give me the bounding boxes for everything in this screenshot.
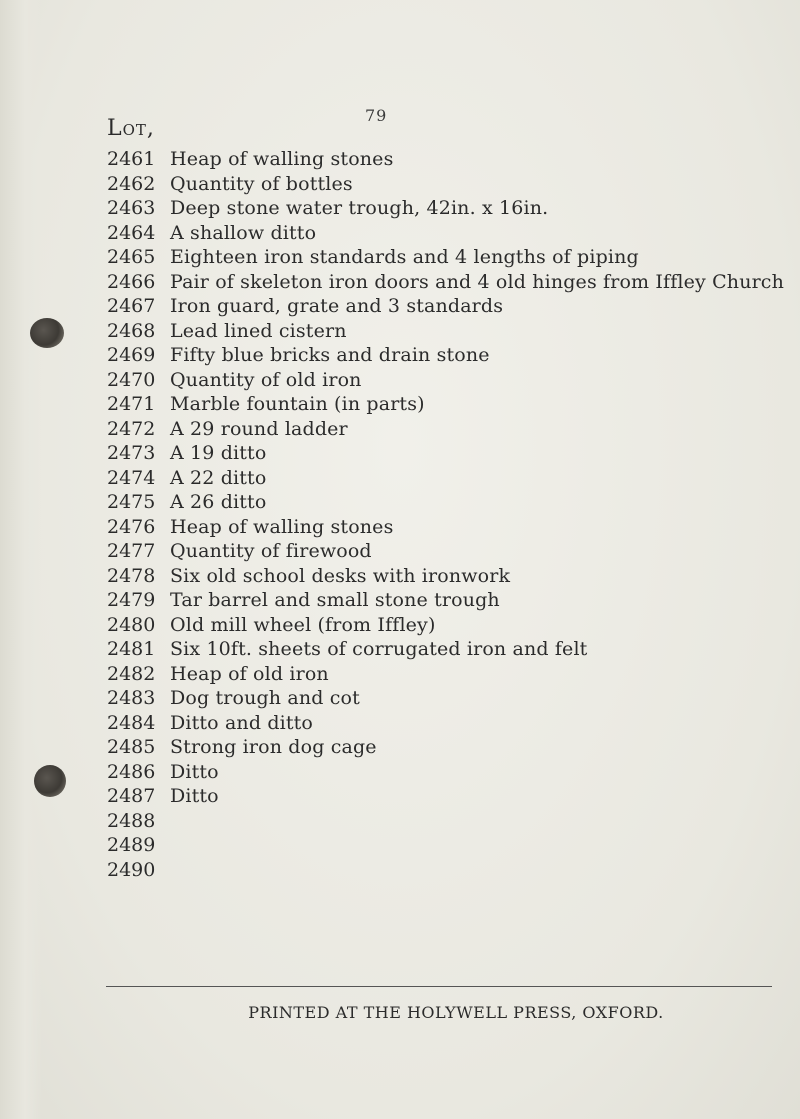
lot-number: 2483 <box>107 687 156 709</box>
page-number: 79 <box>365 106 388 125</box>
lot-number: 2472 <box>107 417 156 440</box>
lot-number: 2466 <box>107 270 156 293</box>
lot-row <box>107 344 787 369</box>
lot-description: A 22 ditto <box>170 466 267 489</box>
lot-description: Heap of walling stones <box>170 515 394 538</box>
lot-row <box>107 589 787 614</box>
lot-number: 2470 <box>107 368 156 391</box>
lot-description: Ditto and ditto <box>170 711 314 734</box>
lot-row <box>107 222 787 247</box>
lot-row <box>107 810 787 835</box>
lot-number: 2488 <box>107 809 156 832</box>
lot-description: A shallow ditto <box>170 221 317 244</box>
lot-number: 2467 <box>107 295 156 317</box>
lot-row <box>107 173 787 198</box>
lot-row <box>107 565 787 590</box>
lot-row <box>107 295 787 320</box>
lot-row <box>107 663 787 688</box>
lot-row <box>107 197 787 222</box>
lot-description: Quantity of firewood <box>170 540 372 562</box>
lot-description: Fifty blue bricks and drain stone <box>170 344 490 366</box>
lot-number: 2468 <box>107 319 156 342</box>
printer-imprint <box>0 1003 800 1022</box>
lot-description: Strong iron dog cage <box>170 736 377 758</box>
lot-description: Quantity of old iron <box>170 368 362 391</box>
lot-description: Six 10ft. sheets of corrugated iron and felt <box>170 638 588 660</box>
lot-number: 2463 <box>107 197 156 219</box>
lot-row <box>107 736 787 761</box>
lot-row <box>107 614 787 639</box>
lot-number: 2487 <box>107 785 156 807</box>
lot-row <box>107 516 787 541</box>
lot-number: 2476 <box>107 515 156 538</box>
lot-number: 2479 <box>107 589 156 611</box>
lot-row <box>107 785 787 810</box>
lot-row <box>107 246 787 271</box>
lot-description: Ditto <box>170 760 219 783</box>
lot-row <box>107 148 787 173</box>
lot-column-heading: Lot, <box>107 116 155 141</box>
lot-number: 2486 <box>107 760 156 783</box>
lot-number: 2473 <box>107 442 156 464</box>
lot-number: 2465 <box>107 246 156 268</box>
lot-list <box>107 148 787 883</box>
printer-imprint-text: PRINTED AT THE HOLYWELL PRESS, OXFORD. <box>248 1003 664 1022</box>
lot-number: 2462 <box>107 172 156 195</box>
lot-row <box>107 393 787 418</box>
lot-row <box>107 467 787 492</box>
lot-row <box>107 369 787 394</box>
lot-number: 2477 <box>107 540 156 562</box>
lot-number: 2471 <box>107 393 156 415</box>
lot-number: 2469 <box>107 344 156 366</box>
lot-description: A 29 round ladder <box>170 417 348 440</box>
lot-row <box>107 712 787 737</box>
lot-description: Ditto <box>170 785 219 807</box>
lot-description: A 19 ditto <box>170 442 267 464</box>
lot-description: Tar barrel and small stone trough <box>170 589 500 611</box>
lot-number: 2480 <box>107 613 156 636</box>
footer-rule <box>106 986 772 987</box>
lot-row <box>107 834 787 859</box>
lot-description: Quantity of bottles <box>170 172 353 195</box>
lot-row <box>107 540 787 565</box>
lot-number: 2490 <box>107 858 156 881</box>
lot-description: Old mill wheel (from Iffley) <box>170 613 436 636</box>
binding-hole-stain-upper <box>30 318 64 348</box>
lot-row <box>107 638 787 663</box>
lot-row <box>107 320 787 345</box>
lot-number: 2475 <box>107 491 156 513</box>
lot-row <box>107 442 787 467</box>
lot-description: Marble fountain (in parts) <box>170 393 425 415</box>
lot-row <box>107 687 787 712</box>
lot-description: Pair of skeleton iron doors and 4 old hinges from Iffley Church <box>170 270 784 293</box>
lot-number: 2464 <box>107 221 156 244</box>
lot-row <box>107 761 787 786</box>
lot-number: 2461 <box>107 148 156 170</box>
lot-number: 2484 <box>107 711 156 734</box>
lot-description: Heap of old iron <box>170 662 329 685</box>
lot-row <box>107 271 787 296</box>
binding-hole-stain-lower <box>34 765 66 797</box>
lot-number: 2474 <box>107 466 156 489</box>
lot-description: Eighteen iron standards and 4 lengths of piping <box>170 246 639 268</box>
lot-number: 2481 <box>107 638 156 660</box>
lot-number: 2489 <box>107 834 156 856</box>
lot-description: Six old school desks with ironwork <box>170 564 511 587</box>
page-edge-shadow <box>0 0 42 1119</box>
lot-description: Deep stone water trough, 42in. x 16in. <box>170 197 549 219</box>
lot-number: 2482 <box>107 662 156 685</box>
lot-description: Heap of walling stones <box>170 148 394 170</box>
lot-row <box>107 491 787 516</box>
lot-description: Lead lined cistern <box>170 319 347 342</box>
lot-number: 2485 <box>107 736 156 758</box>
lot-row <box>107 418 787 443</box>
lot-description: Dog trough and cot <box>170 687 360 709</box>
lot-number: 2478 <box>107 564 156 587</box>
lot-description: Iron guard, grate and 3 standards <box>170 295 504 317</box>
lot-row <box>107 859 787 884</box>
lot-description: A 26 ditto <box>170 491 267 513</box>
